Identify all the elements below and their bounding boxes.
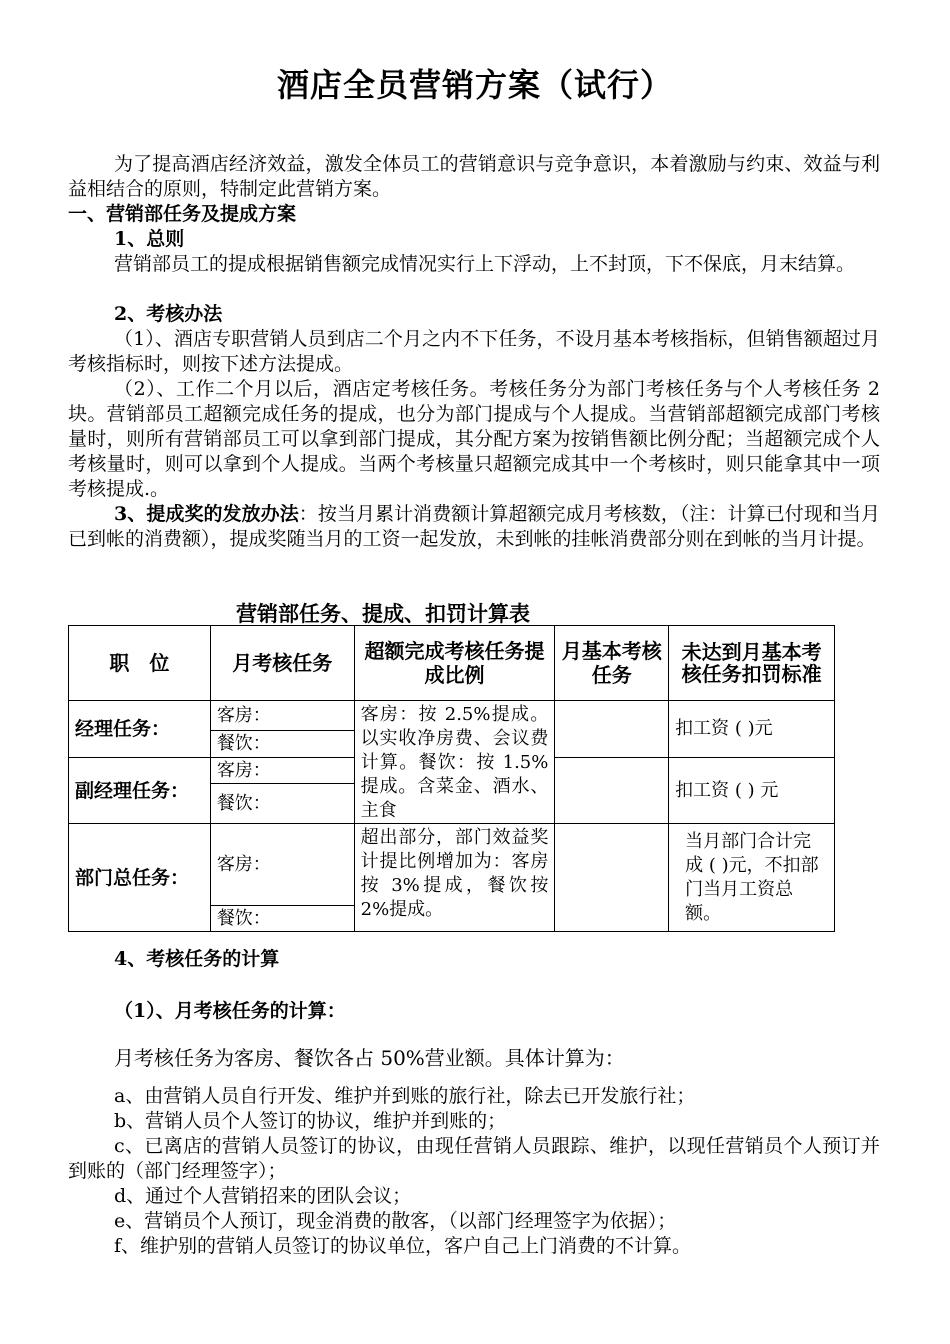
header-penalty: 未达到月基本考核任务扣罚标准 [669, 626, 835, 701]
ratio-department: 超出部分，部门效益奖计提比例增加为：客房按 3%提成，餐饮按 2%提成。 [354, 824, 555, 932]
list-item: a、由营销人员自行开发、维护并到账的旅行社，除去已开发旅行社； [114, 1085, 696, 1107]
table-row [69, 701, 835, 731]
table-header-row [69, 626, 835, 701]
penalty-cell: 扣工资 ( ) 元 [669, 758, 835, 824]
header-commission-ratio: 超额完成考核任务提成比例 [354, 626, 555, 701]
method-paragraph-2: （2）、工作二个月以后，酒店定考核任务。考核任务分为部门考核任务与个人考核任务 2 块。营销部员工超额完成任务的提成，也分为部门提成与个人提成。当营销部超额完成部门考核量时，则所有营销部员工可以拿到部门提成，其分配方案为按销售额比例分配；当超额完成个人考核量时，则可以拿到个人提成。当两个考核量只超额完成其中一个考核时，则只能拿其中一项考核提成.。 [68, 378, 880, 500]
section4-text: 月考核任务为客房、餐饮各占 50%营业额。具体计算为： [114, 1046, 625, 1070]
list-item: d、通过个人营销招来的团队会议； [114, 1185, 412, 1207]
base-task-cell [555, 758, 669, 824]
general-heading: 1、总则 [114, 228, 185, 250]
bonus-text: ：按当月累计消费额计算超额完成月考核数，（注：计算已付现和当月已到帐的消费额），提成奖随当月的工资一起发放，未到帐的挂帐消费部分则在到帐的当月计提。 [68, 503, 880, 550]
list-item: e、营销员个人预订，现金消费的散客，（以部门经理签字为依据）； [114, 1210, 677, 1232]
general-text: 营销部员工的提成根据销售额完成情况实行上下浮动，上不封顶，下不保底，月末结算。 [114, 253, 856, 275]
section1-heading: 一、营销部任务及提成方案 [68, 203, 297, 225]
calculation-table [68, 625, 835, 932]
row-position: 经理任务： [69, 701, 211, 758]
document-title: 酒店全员营销方案（试行） [276, 66, 673, 104]
task-rooms: 客房： [210, 758, 354, 784]
base-task-cell [555, 701, 669, 758]
header-position: 职 位 [69, 626, 211, 701]
row-position: 部门总任务： [69, 824, 211, 932]
section4-subheading: （1）、月考核任务的计算： [114, 1000, 346, 1022]
table-title: 营销部任务、提成、扣罚计算表 [236, 601, 530, 626]
method-heading: 2、考核办法 [114, 303, 223, 325]
method-paragraph-1: （1）、酒店专职营销人员到店二个月之内不下任务，不设月基本考核指标，但销售额超过月考核指标时，则按下述方法提成。 [68, 328, 880, 375]
penalty-cell: 当月部门合计完成 ( )元，不扣部门当月工资总额。 [669, 824, 835, 932]
penalty-cell: 扣工资 ( )元 [669, 701, 835, 758]
ratio-individual: 客房：按 2.5%提成。以实收净房费、会议费计算。餐饮：按 1.5%提成。含菜金、酒水、主食 [354, 701, 555, 824]
row-position: 副经理任务： [69, 758, 211, 824]
bonus-heading: 3、提成奖的发放办法 [114, 503, 299, 525]
task-dining: 餐饮： [210, 784, 354, 824]
task-rooms: 客房： [210, 824, 354, 906]
base-task-cell [555, 824, 669, 932]
task-rooms: 客房： [210, 701, 354, 731]
section4-heading: 4、考核任务的计算 [114, 948, 280, 970]
header-base-task: 月基本考核任务 [555, 626, 669, 701]
list-item: f、维护别的营销人员签订的协议单位，客户自己上门消费的不计算。 [114, 1235, 692, 1257]
header-monthly-task: 月考核任务 [210, 626, 354, 701]
task-dining: 餐饮： [210, 906, 354, 932]
list-item: b、营销人员个人签订的协议，维护并到账的； [114, 1110, 507, 1132]
bonus-paragraph [68, 502, 880, 552]
intro-paragraph: 为了提高酒店经济效益，激发全体员工的营销意识与竞争意识，本着激励与约束、效益与利益相结合的原则，特制定此营销方案。 [68, 153, 880, 200]
task-dining: 餐饮： [210, 731, 354, 758]
table-row [69, 824, 835, 906]
list-item: c、已离店的营销人员签订的协议，由现任营销人员跟踪、维护，以现任营销员个人预订并到账的（部门经理签字）； [68, 1135, 880, 1182]
